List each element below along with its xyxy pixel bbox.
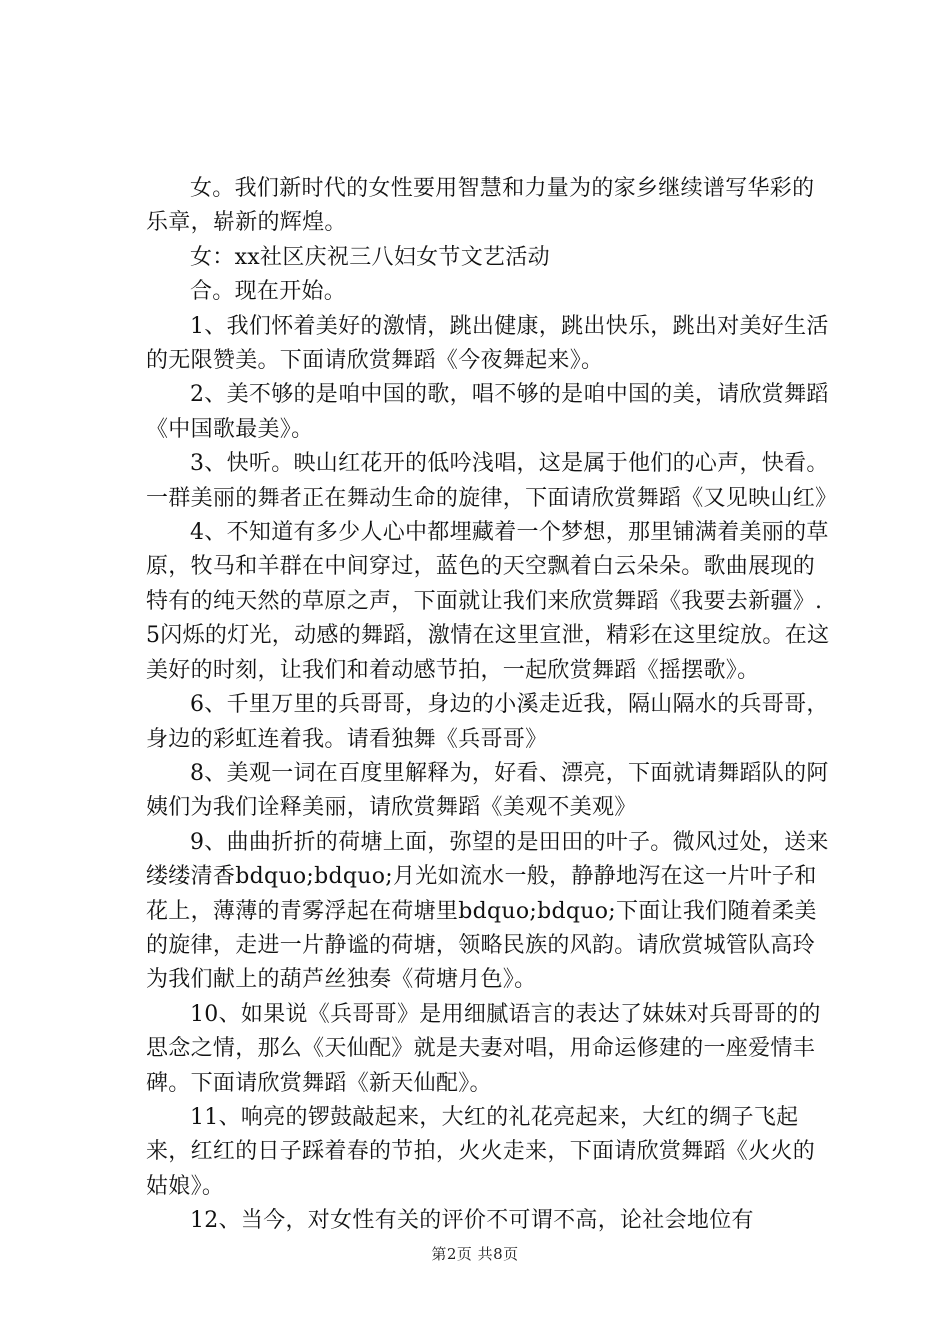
document-body [146,172,836,1239]
paragraph: 1、我们怀着美好的激情，跳出健康，跳出快乐，跳出对美好生活的无限赞美。下面请欣赏舞蹈《今夜舞起来》。 [146,313,829,374]
paragraph: 8、美观一词在百度里解释为，好看、漂亮，下面就请舞蹈队的阿姨们为我们诠释美丽，请欣赏舞蹈《美观不美观》 [146,760,829,821]
paragraph: 2、美不够的是咱中国的歌，唱不够的是咱中国的美，请欣赏舞蹈《中国歌最美》。 [146,382,829,442]
paragraph: 女：xx社区庆祝三八妇女节文艺活动 [190,244,550,270]
paragraph: 10、如果说《兵哥哥》是用细腻语言的表达了妹妹对兵哥哥的的思念之情，那么《天仙配》就是夫妻对唱，用命运修建的一座爱情丰碑。下面请欣赏舞蹈《新天仙配》。 [146,1001,821,1096]
paragraph: 合。现在开始。 [190,279,347,305]
paragraph: 6、千里万里的兵哥哥，身边的小溪走近我，隔山隔水的兵哥哥，身边的彩虹连着我。请看独舞《兵哥哥》 [146,692,829,752]
paragraph: 女。我们新时代的女性要用智慧和力量为的家乡继续谱写华彩的乐章，崭新的辉煌。 [146,176,815,236]
paragraph: 12、当今，对女性有关的评价不可谓不高，论社会地位有 [190,1208,754,1234]
paragraph: 4、不知道有多少人心中都埋藏着一个梦想，那里铺满着美丽的草原，牧马和羊群在中间穿过，蓝色的天空飘着白云朵朵。歌曲展现的特有的纯天然的草原之声，下面就让我们来欣赏舞蹈《我要去新疆》.5闪烁的灯光，动感的舞蹈，激情在这里宣泄，精彩在这里绽放。在这美好的时刻，让我们和着动感节拍，一起欣赏舞蹈《摇摆歌》。 [146,520,830,683]
paragraph: 3、快听。映山红花开的低吟浅唱，这是属于他们的心声，快看。一群美丽的舞者正在舞动生命的旋律，下面请欣赏舞蹈《又见映山红》 [146,451,838,511]
paragraph: 9、曲曲折折的荷塘上面，弥望的是田田的叶子。微风过处，送来缕缕清香bdquo;bdquo;月光如流水一般，静静地泻在这一片叶子和花上，薄薄的青雾浮起在荷塘里bdquo;bdquo;下面让我们随着柔美的旋律，走进一片静谧的荷塘，领略民族的风韵。请欣赏城管队高玲为我们献上的葫芦丝独奏《荷塘月色》。 [146,829,829,993]
page-number: 第2页 共8页 [431,1245,519,1263]
paragraph: 11、响亮的锣鼓敲起来，大红的礼花亮起来，大红的绸子飞起来，红红的日子踩着春的节拍，火火走来，下面请欣赏舞蹈《火火的姑娘》。 [146,1104,816,1199]
